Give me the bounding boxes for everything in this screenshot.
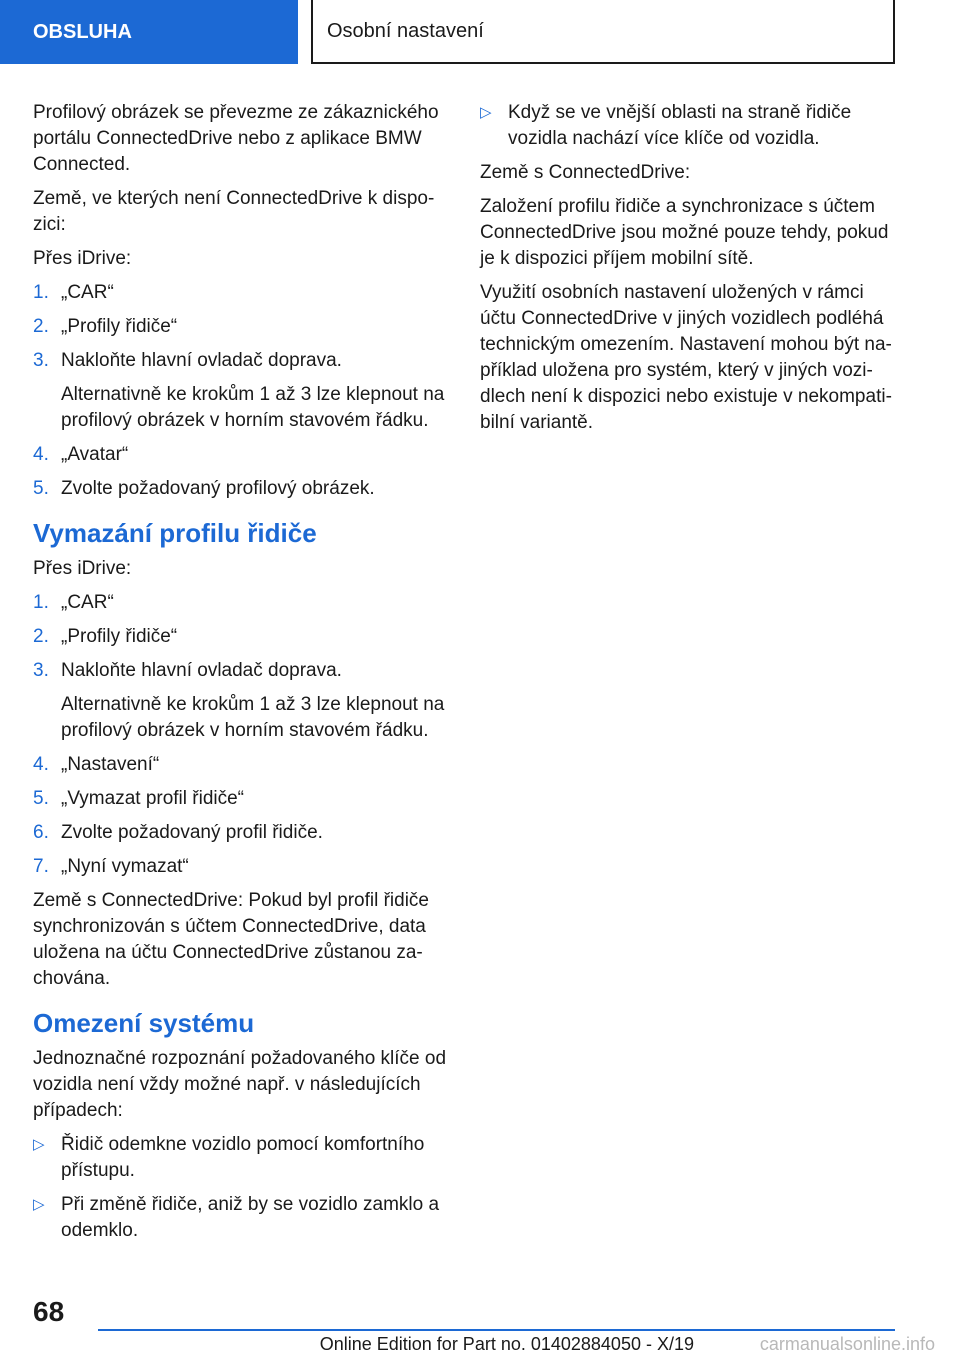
step-text: „Avatar“ [61, 444, 129, 465]
step-item [33, 752, 448, 778]
step-note: Alternativně ke krokům 1 až 3 lze klepnout na profilový obrázek v horním stavovém řádku. [61, 694, 445, 741]
step-item [33, 624, 448, 650]
step-item [33, 854, 448, 880]
bullet-text: Při změně řidiče, aniž by se vozidlo zamklo a odemklo. [61, 1194, 440, 1241]
step-item [33, 820, 448, 846]
paragraph: Země s ConnectedDrive: [480, 162, 691, 183]
step-text: „Vymazat profil řidiče“ [61, 788, 245, 809]
step-item [33, 348, 448, 374]
step-number: 3. [33, 660, 49, 681]
step-item [33, 442, 448, 468]
step-text: „CAR“ [61, 282, 114, 303]
step-item [33, 280, 448, 306]
footer-divider [98, 1329, 895, 1331]
intro-paragraph: Profilový obrázek se převezme ze zákaznického portálu ConnectedDrive nebo z aplikace BMW Connected. [33, 102, 439, 175]
bullet-text: Řidič odemkne vozidlo pomocí komfortního přístupu. [61, 1134, 425, 1181]
bullet-item [480, 100, 895, 152]
bullet-item [33, 1132, 448, 1184]
watermark: carmanualsonline.info [759, 1334, 935, 1354]
paragraph: Založení profilu řidiče a synchronizace s účtem ConnectedDrive jsou možné pouze tehdy, pokud je k dispozici příjem mobilní sítě. [480, 196, 889, 269]
step-item [33, 476, 448, 502]
step-number: 3. [33, 350, 49, 371]
paragraph: Přes iDrive: [33, 558, 132, 579]
step-text: „Profily řidiče“ [61, 626, 178, 647]
intro-paragraph: Přes iDrive: [33, 248, 132, 269]
step-number: 1. [33, 592, 49, 613]
step-note: Alternativně ke krokům 1 až 3 lze klepnout na profilový obrázek v horním stavovém řádku. [61, 384, 445, 431]
paragraph: Země s ConnectedDrive: Pokud byl profil řidiče synchronizován s účtem ConnectedDrive, data uložena na účtu ConnectedDrive zůstanou zachována. [33, 890, 430, 989]
section-tab [0, 0, 298, 64]
step-number: 5. [33, 478, 49, 499]
step-item [33, 786, 448, 812]
intro-paragraph: Země, ve kterých není ConnectedDrive k dispozici: [33, 188, 435, 235]
step-text: Zvolte požadovaný profilový obrázek. [61, 478, 375, 499]
chapter-header [311, 0, 895, 64]
step-number: 6. [33, 822, 49, 843]
step-number: 7. [33, 856, 49, 877]
step-number: 5. [33, 788, 49, 809]
step-text: „Nyní vymazat“ [61, 856, 189, 877]
triangle-bullet-icon: ▷ [33, 1136, 45, 1153]
step-text: Nakloňte hlavní ovladač doprava. [61, 660, 342, 681]
step-text: „Profily řidiče“ [61, 316, 178, 337]
step-text: „Nastavení“ [61, 754, 160, 775]
bullet-item [33, 1192, 448, 1244]
step-item [33, 314, 448, 340]
step-text: Zvolte požadovaný profil řidiče. [61, 822, 323, 843]
step-text: Nakloňte hlavní ovladač doprava. [61, 350, 342, 371]
step-text: „CAR“ [61, 592, 114, 613]
right-column [480, 100, 895, 444]
step-number: 4. [33, 444, 49, 465]
step-item [33, 590, 448, 616]
section-heading: Omezení systému [33, 1008, 255, 1038]
left-column [33, 100, 448, 1252]
paragraph: Jednoznačné rozpoznání požadovaného klíče od vozidla není vždy možné např. v následujících případech: [33, 1048, 447, 1121]
edition-text: Online Edition for Part no. 01402884050 - X/19 [319, 1334, 694, 1354]
page-number: 68 [33, 1296, 65, 1327]
bullet-text: Když se ve vnější oblasti na straně řidiče vozidla nachází více klíče od vozidla. [508, 102, 852, 149]
step-number: 2. [33, 316, 49, 337]
step-number: 2. [33, 626, 49, 647]
step-item [33, 658, 448, 684]
chapter-title: Osobní nastavení [327, 19, 484, 42]
paragraph: Využití osobních nastavení uložených v rámci účtu ConnectedDrive v jiných vozidlech podléhá technickým omezením. Nastavení mohou být například uložena pro systém, který v jiných vozidlech není k dispozici nebo existuje v nekompatibilní variantě. [480, 282, 892, 433]
section-heading: Vymazání profilu řidiče [33, 518, 317, 548]
step-number: 4. [33, 754, 49, 775]
triangle-bullet-icon: ▷ [480, 104, 492, 121]
step-number: 1. [33, 282, 49, 303]
section-label: OBSLUHA [33, 20, 132, 43]
triangle-bullet-icon: ▷ [33, 1196, 45, 1213]
